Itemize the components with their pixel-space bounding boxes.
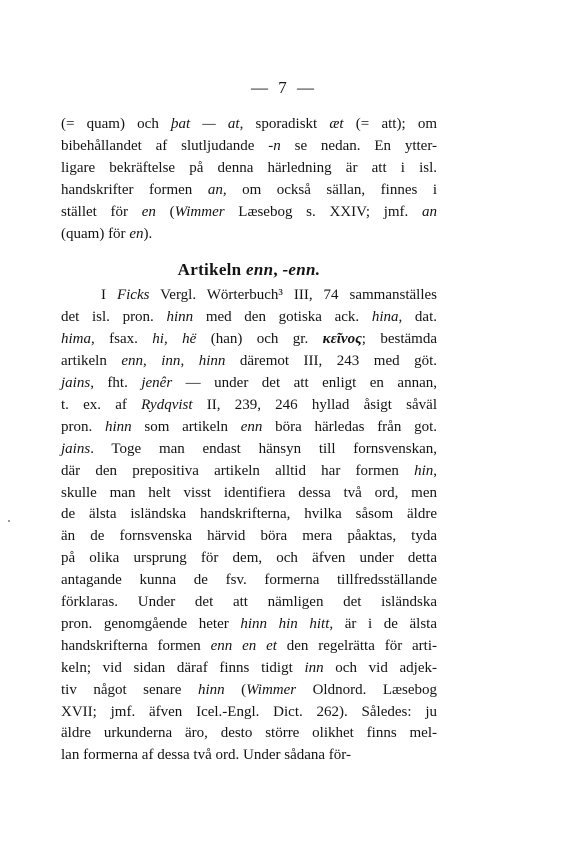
text-run: , dat. bbox=[398, 309, 438, 326]
italic-term: an bbox=[421, 203, 437, 220]
text-run: II, 239, 246 hyllad åsigt såväl bbox=[192, 396, 437, 413]
text-run: de älsta isländska handskrifterna, hvilka såsom äldre bbox=[61, 506, 437, 523]
italic-term: jains bbox=[61, 374, 91, 391]
text-line bbox=[61, 158, 437, 180]
text-run: bibehållandet af slutljudande bbox=[61, 137, 269, 154]
italic-term: hin bbox=[414, 462, 434, 479]
text-line bbox=[61, 614, 437, 636]
italic-term: en bbox=[141, 203, 156, 220]
italic-term: jains bbox=[61, 440, 91, 457]
text-run: t. ex. af bbox=[61, 396, 142, 413]
italic-term: Wimmer bbox=[246, 681, 297, 698]
text-run: artikeln bbox=[61, 353, 122, 370]
italic-term: enn en et bbox=[210, 637, 277, 654]
italic-term: hinn bbox=[198, 353, 226, 370]
text-line bbox=[61, 461, 437, 483]
text-run: tiv något senare bbox=[61, 681, 198, 698]
text-line bbox=[61, 723, 437, 745]
text-run: , bbox=[143, 353, 162, 370]
text-line bbox=[61, 285, 437, 307]
text-run: äldre urkunderna äro, desto större olikhet finns mel- bbox=[61, 725, 437, 742]
italic-term: þat — at bbox=[171, 116, 240, 132]
italic-term: æt bbox=[329, 116, 344, 132]
text-run: det isl. pron. bbox=[61, 309, 167, 326]
paragraph-artikeln bbox=[61, 285, 437, 767]
text-run: se nedan. En ytter- bbox=[280, 137, 438, 154]
text-run: (quam) för bbox=[61, 225, 130, 242]
text-run: Vergl. Wörterbuch³ III, 74 sammanställes bbox=[149, 287, 437, 304]
text-run: däremot III, 243 med göt. bbox=[225, 353, 438, 370]
text-line bbox=[61, 373, 437, 395]
text-run: ( bbox=[224, 681, 247, 698]
text-line bbox=[61, 526, 437, 548]
text-run: ligare bekräftelse på denna härledning är att i isl. bbox=[61, 159, 437, 176]
text-run: , bbox=[163, 331, 183, 348]
text-line bbox=[61, 702, 437, 724]
italic-term: hinn bbox=[197, 681, 225, 698]
text-line bbox=[61, 202, 437, 224]
text-run: förklaras. Under det att nämligen det isländska bbox=[61, 594, 437, 611]
italic-term: Rydqvist bbox=[141, 396, 193, 413]
italic-term: Wimmer bbox=[174, 203, 225, 220]
text-line bbox=[61, 658, 437, 680]
text-run: handskrifterna formen bbox=[61, 637, 211, 654]
text-line bbox=[61, 439, 437, 461]
text-run: , om också sällan, finnes i bbox=[222, 181, 437, 198]
page-number: — 7 — bbox=[251, 78, 317, 97]
text-line bbox=[61, 395, 437, 417]
text-run: ( bbox=[155, 203, 175, 220]
text-run: och vid adjek- bbox=[323, 659, 437, 676]
text-run: handskrifter formen bbox=[61, 181, 208, 198]
text-run: stället för bbox=[61, 203, 142, 220]
italic-term: hima bbox=[61, 331, 91, 348]
heading-term-enn-suffix: -enn. bbox=[282, 260, 321, 280]
text-run: pron. genomgående heter bbox=[61, 615, 241, 632]
text-run: som artikeln bbox=[131, 418, 241, 435]
text-run: (han) och gr. bbox=[196, 331, 323, 348]
italic-term: inn bbox=[304, 659, 324, 676]
text-run: (= att); om bbox=[343, 116, 437, 132]
text-line bbox=[61, 504, 437, 526]
text-line bbox=[61, 680, 437, 702]
text-run: antagande kunna de fsv. formerna tillfredsställande bbox=[61, 572, 437, 589]
text-run: ; bestämda bbox=[361, 331, 437, 348]
text-run: Oldnord. Læsebog bbox=[296, 681, 437, 698]
text-run: , fht. bbox=[90, 374, 142, 391]
italic-term: hë bbox=[182, 331, 197, 348]
text-run: , fsax. bbox=[91, 331, 153, 348]
text-run: på olika ursprung för dem, och äfven under detta bbox=[61, 550, 437, 567]
text-line bbox=[61, 417, 437, 439]
italic-term: hinn bbox=[104, 418, 132, 435]
text-line bbox=[61, 329, 437, 351]
text-run: XVII; jmf. äfven Icel.-Engl. Dict. 262). Således: ju bbox=[61, 703, 437, 720]
text-run: , är i de älsta bbox=[329, 615, 437, 632]
italic-term: hinn hin hitt bbox=[240, 615, 330, 632]
text-run: ). bbox=[143, 225, 153, 242]
italic-term: κεῖνος bbox=[322, 331, 362, 348]
text-line bbox=[61, 136, 437, 158]
text-run: I bbox=[101, 287, 117, 304]
text-line bbox=[61, 570, 437, 592]
text-run: Læsebog s. XXIV; jmf. bbox=[224, 203, 422, 220]
text-run: (= quam) och bbox=[61, 116, 172, 132]
text-run: där den prepositiva artikeln alltid har formen bbox=[61, 462, 415, 479]
text-run: med den gotiska ack. bbox=[193, 309, 372, 326]
text-run: , sporadiskt bbox=[239, 116, 330, 132]
text-run: skulle man helt visst identifiera dessa två ord, men bbox=[61, 484, 437, 501]
heading-prefix: Artikeln bbox=[177, 260, 246, 280]
section-heading bbox=[61, 259, 437, 281]
italic-term: inn bbox=[161, 353, 181, 370]
text-line bbox=[61, 307, 437, 329]
text-run: . Toge man endast hänsyn till fornsvenskan, bbox=[90, 440, 437, 457]
text-line bbox=[61, 114, 437, 136]
italic-term: Ficks bbox=[116, 287, 150, 304]
text-run: böra härledas från got. bbox=[262, 418, 437, 435]
text-run: , bbox=[433, 462, 437, 479]
text-line bbox=[61, 351, 437, 373]
text-line bbox=[61, 483, 437, 505]
text-run: lan formerna af dessa två ord. Under sådana för- bbox=[61, 747, 351, 764]
paragraph-continuation bbox=[61, 114, 437, 245]
heading-separator: , bbox=[273, 260, 283, 280]
italic-term: -n bbox=[268, 137, 281, 154]
text-line bbox=[61, 180, 437, 202]
italic-term: an bbox=[207, 181, 223, 198]
italic-term: hina bbox=[371, 309, 399, 326]
text-run: keln; vid sidan däraf finns tidigt bbox=[61, 659, 305, 676]
italic-term: hinn bbox=[166, 309, 194, 326]
italic-term: enn bbox=[121, 353, 143, 370]
text-line bbox=[61, 224, 437, 246]
text-run: — under det att enligt en annan, bbox=[172, 374, 437, 391]
heading-term-enn: enn bbox=[246, 260, 274, 280]
text-line bbox=[61, 636, 437, 658]
italic-term: hi bbox=[152, 331, 164, 348]
italic-term: jenêr bbox=[141, 374, 173, 391]
text-line bbox=[61, 548, 437, 570]
text-run: pron. bbox=[61, 418, 105, 435]
body-text bbox=[61, 114, 437, 767]
text-run: , bbox=[180, 353, 199, 370]
margin-speck bbox=[8, 520, 10, 522]
text-line bbox=[61, 745, 437, 767]
italic-term: en bbox=[129, 225, 144, 242]
text-run: än de fornsvenska härvid böra mera påaktas, tyda bbox=[61, 528, 437, 545]
italic-term: enn bbox=[240, 418, 263, 435]
text-line bbox=[61, 592, 437, 614]
text-run: den regelrätta för arti- bbox=[276, 637, 437, 654]
